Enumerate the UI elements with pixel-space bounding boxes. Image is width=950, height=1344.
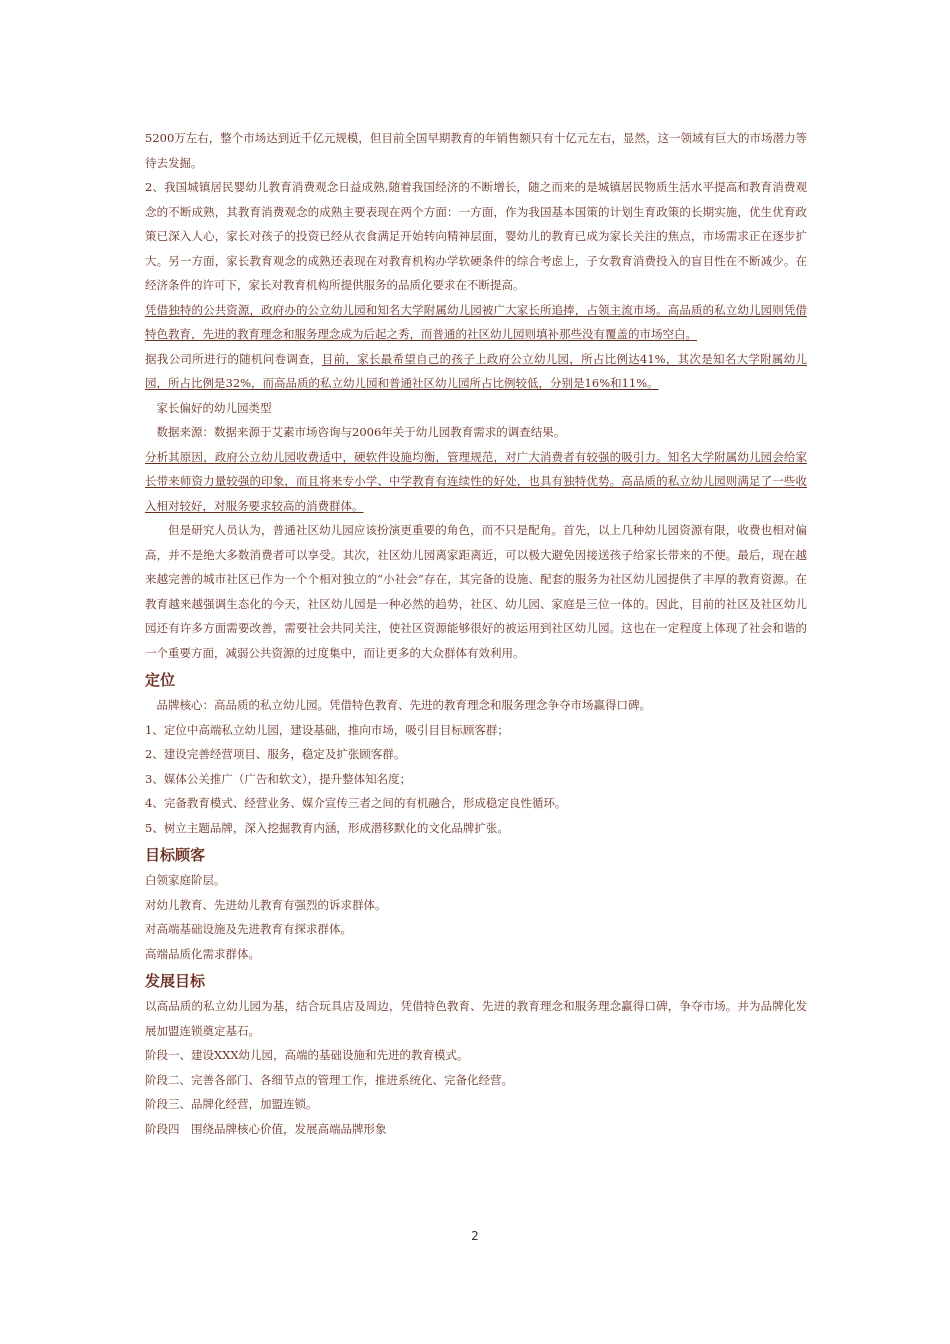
paragraph-analysis: 分析其原因，政府公立幼儿园收费适中，硬软件设施均衡，管理规范，对广大消费者有较强的吸引力。知名大学附属幼儿园会给家长带来师资力量较强的印象，而且将来专小学、中学教育有连续性的好处，也具有独特优势。高品质的私立幼儿园则满足了一些收入相对较好，对服务要求较高的消费群体。 bbox=[145, 449, 807, 513]
list-item: 高端品质化需求群体。 bbox=[145, 946, 260, 961]
goals-intro-text: 以高品质的私立幼儿园为基，结合玩具店及周边，凭借特色教育、先进的教育理念和服务理念赢得口碑，争夺市场。并为品牌化发展加盟连锁奠定基石。 bbox=[145, 999, 807, 1038]
heading-development-goals: 发展目标 bbox=[145, 972, 206, 990]
heading-positioning: 定位 bbox=[145, 671, 176, 689]
list-item: 4、完备教育模式、经营业务、媒介宣传三者之间的有机融合，形成稳定良性循环。 bbox=[145, 796, 567, 810]
page-number: 2 bbox=[471, 1229, 479, 1243]
list-item: 阶段一、建设XXX幼儿园，高端的基础设施和先进的教育模式。 bbox=[145, 1048, 469, 1062]
paragraph-market-size: 5200万左右，整个市场达到近千亿元规模，但目前全国早期教育的年销售额只有十亿元左右，显然，这一领域有巨大的市场潜力等待去发掘。 bbox=[145, 131, 807, 170]
paragraph-public-resources: 凭借独特的公共资源，政府办的公立幼儿园和知名大学附属幼儿园被广大家长所追捧，占领主流市场。高品质的私立幼儿园则凭借特色教育，先进的教育理念和服务理念成为后起之秀，而普通的社区幼儿园则填补那些没有覆盖的市场空白。 bbox=[145, 302, 807, 341]
list-item: 5、树立主题品牌，深入挖掘教育内涵，形成潜移默化的文化品牌扩张。 bbox=[145, 820, 509, 835]
paragraph-community-kindergarten: 但是研究人员认为，普通社区幼儿园应该扮演更重要的角色，而不只是配角。首先，以上几种幼儿园资源有限，收费也相对偏高，并不是绝大多数消费者可以享受。其次，社区幼儿园离家距离近，可以极大避免因接送孩子给家长带来的不便。最后，现在越来越完善的城市社区已作为一个个相对独立的“小社会”存在，其完备的设施、配套的服务为社区幼儿园提供了丰厚的教育资源。在教育越来越强调生态化的今天，社区幼儿园是一种必然的趋势，社区、幼儿园、家庭是三位一体的。因此，目前的社区及社区幼儿园还有许多方面需要改善，需要社会共同关注，使社区资源能够很好的被运用到社区幼儿园。这也在一定程度上体现了社会和谐的一个重要方面，减弱公共资源的过度集中，而让更多的大众群体有效利用。 bbox=[145, 523, 807, 660]
list-item: 阶段四 围绕品牌核心价值，发展高端品牌形象 bbox=[145, 1121, 387, 1136]
list-item: 对幼儿教育、先进幼儿教育有强烈的诉求群体。 bbox=[145, 897, 387, 912]
survey-intro-text: 据我公司所进行的随机问卷调查， bbox=[145, 351, 322, 366]
chart-caption: 家长偏好的幼儿园类型 bbox=[156, 400, 272, 415]
list-item: 1、定位中高端私立幼儿园，建设基础，推向市场，吸引目目标顾客群； bbox=[145, 722, 509, 737]
list-item: 阶段三、品牌化经营，加盟连锁。 bbox=[145, 1097, 318, 1111]
list-item: 2、建设完善经营项目、服务，稳定及扩张顾客群。 bbox=[145, 747, 406, 761]
brand-core-text: 品牌核心：高品质的私立幼儿园。凭借特色教育、先进的教育理念和服务理念争夺市场赢得口碑。 bbox=[156, 698, 651, 712]
data-source-note: 数据来源：数据来源于艾素市场咨询与2006年关于幼儿园教育需求的调查结果。 bbox=[156, 425, 566, 439]
survey-result-text: 目前，家长最希望自己的孩子上政府公立幼儿园，所占比例达41%，其次是知名大学附属幼儿园，所占比例是32%，而高品质的私立幼儿园和普通社区幼儿园所占比例较低，分别是16%和11%。 bbox=[145, 351, 808, 390]
list-item: 阶段二、完善各部门、各细节点的管理工作，推进系统化、完备化经营。 bbox=[145, 1072, 513, 1087]
paragraph-survey bbox=[145, 347, 807, 396]
paragraph-consumption-concept: 2、我国城镇居民婴幼儿教育消费观念日益成熟,随着我国经济的不断增长，随之而来的是城镇居民物质生活水平提高和教育消费观念的不断成熟，其教育消费观念的成熟主要表现在两个方面：一方面，作为我国基本国策的计划生育政策的长期实施，优生优育政策已深入人心，家长对孩子的投资已经从衣食满足开始转向精神层面，婴幼儿的教育已成为家长关注的焦点，市场需求正在逐步扩大。另一方面，家长教育观念的成熟还表现在对教育机构办学软硬条件的综合考虑上，子女教育消费投入的盲目性在不断减少。在经济条件的许可下，家长对教育机构所提供服务的品质化要求在不断提高。 bbox=[145, 180, 807, 292]
list-item: 3、媒体公关推广（广告和软文），提升整体知名度； bbox=[145, 771, 412, 786]
page-content bbox=[145, 126, 807, 1141]
heading-target-customers: 目标顾客 bbox=[145, 846, 206, 864]
list-item: 对高端基础设施及先进教育有探求群体。 bbox=[145, 922, 352, 936]
list-item: 白领家庭阶层。 bbox=[145, 873, 226, 887]
